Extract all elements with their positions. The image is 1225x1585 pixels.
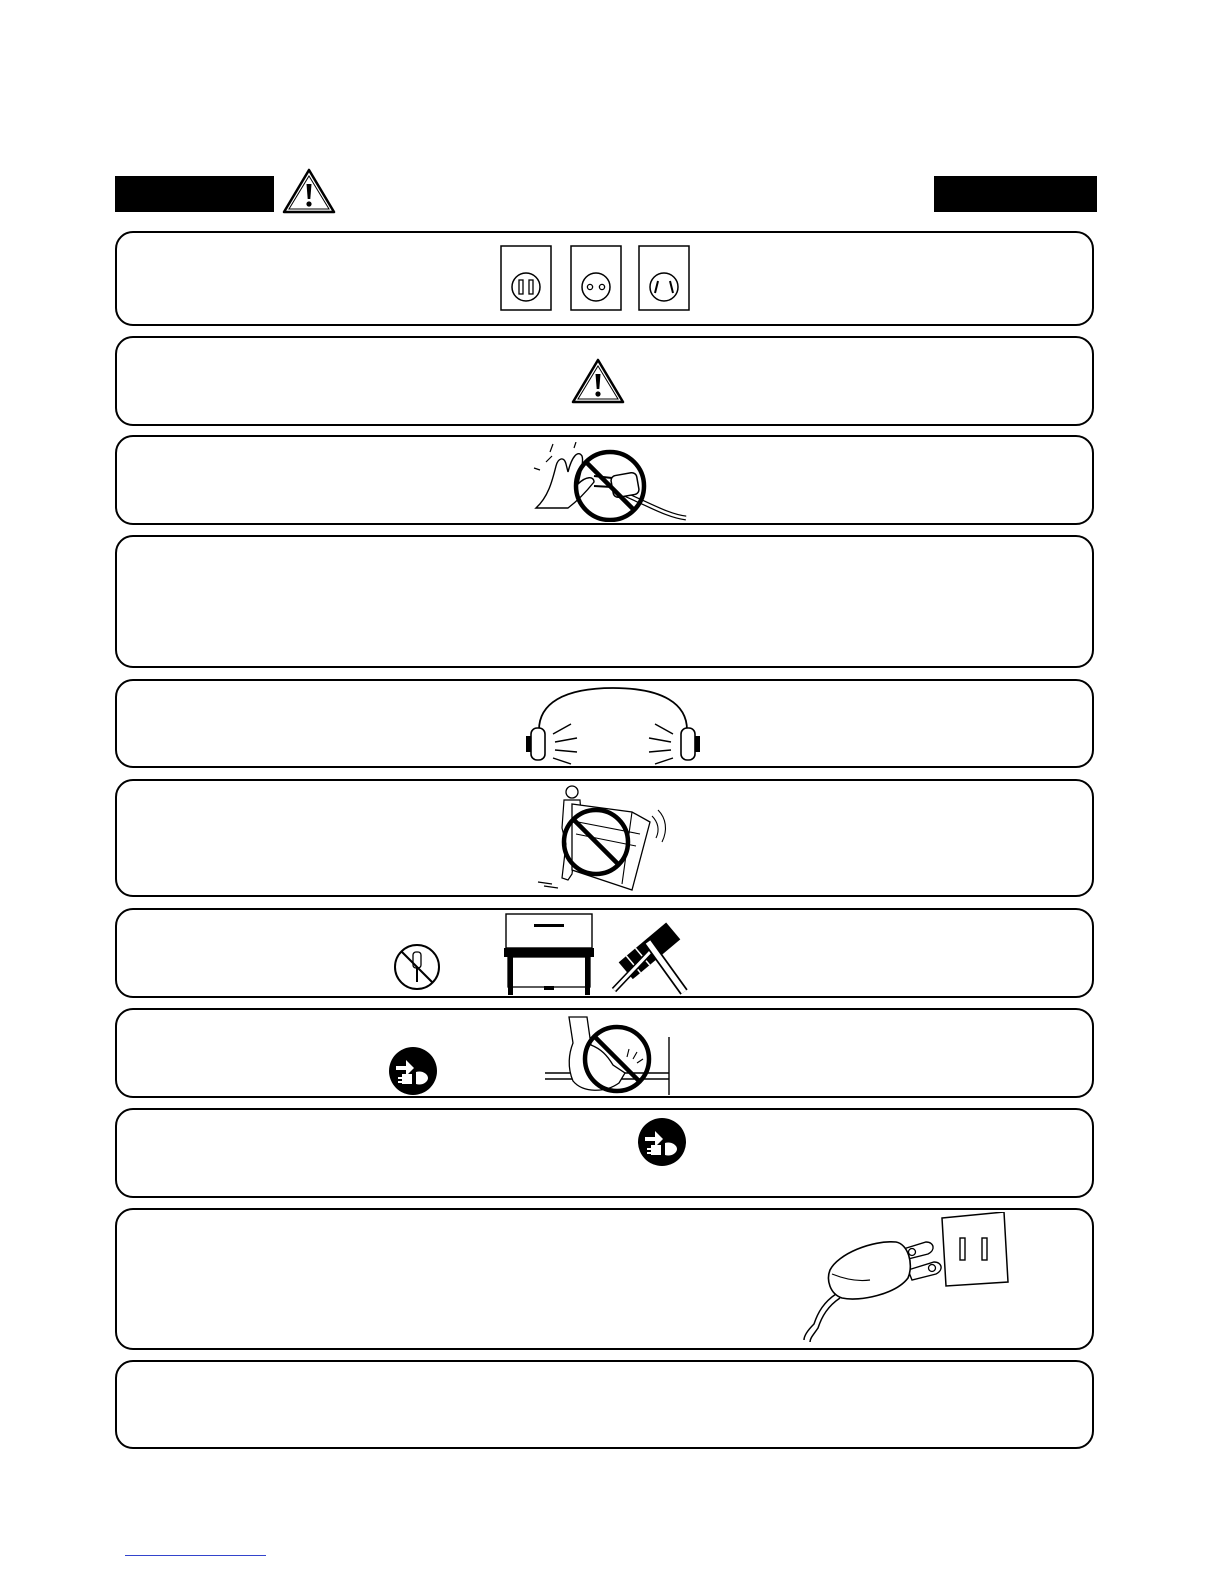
- item-unplug: [115, 1108, 1094, 1198]
- item-no-disassembly: [115, 908, 1094, 998]
- warning-header-bar-right: [934, 176, 1097, 212]
- wet-hand-plug-prohibited-icon: [528, 442, 693, 522]
- hand-under-lid-prohibited-icon: [543, 1013, 673, 1095]
- outlet-parallel-slots-icon: [501, 246, 551, 310]
- outlet-types-illustration: [500, 245, 690, 311]
- upright-piano-icon: [504, 912, 594, 996]
- unplug-icon: [637, 1117, 687, 1167]
- no-disassembly-icon: [392, 942, 442, 992]
- headphones-icon: [523, 684, 703, 766]
- plug-and-outlet-icon: [796, 1212, 1012, 1342]
- item-notice: [115, 535, 1094, 668]
- footer-link-underline[interactable]: [125, 1555, 266, 1556]
- warning-triangle-icon: [281, 167, 337, 215]
- outlet-round-pins-icon: [571, 246, 621, 310]
- item-final-notice: [115, 1360, 1094, 1449]
- crossed-tools-icon: [608, 910, 692, 996]
- warning-triangle-icon: [570, 357, 626, 405]
- piano-tilt-prohibited-icon: [532, 782, 672, 894]
- outlet-angled-slots-icon: [639, 246, 689, 310]
- warning-header-bar-left: [115, 176, 274, 212]
- unplug-icon: [388, 1046, 438, 1096]
